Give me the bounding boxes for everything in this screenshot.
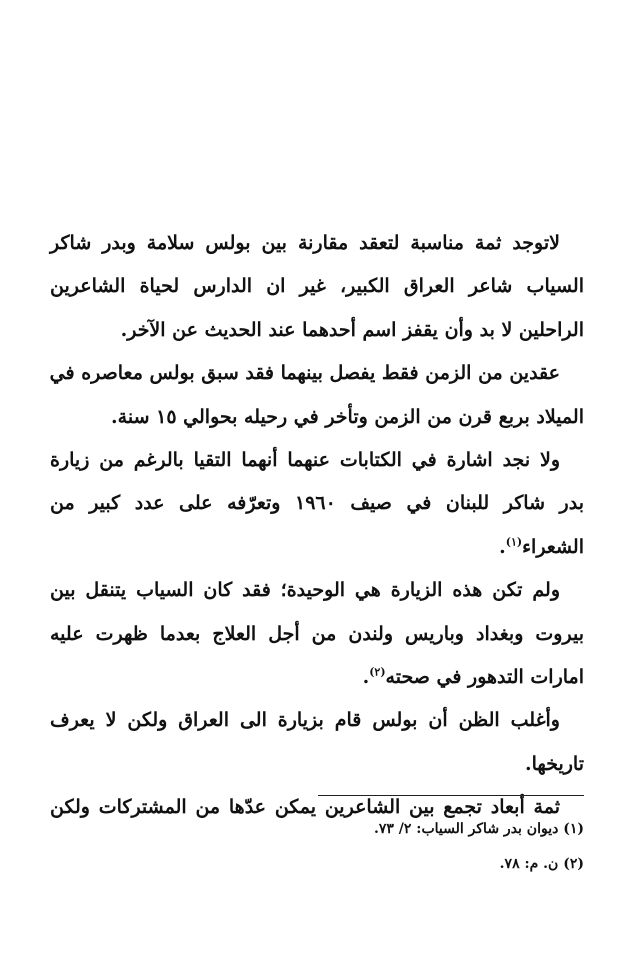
footnotes [50,812,584,882]
paragraph-4 [50,569,584,699]
text-line-with-footnote [50,526,584,569]
line-text: الشعراء [522,535,584,558]
text-line: بدر شاكر للبنان في صيف ١٩٦٠ وتعرّفه على عدد كبير من [50,492,584,515]
line-end-punctuation: . [499,535,506,558]
line-text: امارات التدهور في صحته [385,666,584,689]
main-text [50,222,584,830]
text-line: لاتوجد ثمة مناسبة لتعقد مقارنة بين بولس سلامة وبدر شاكر [50,232,560,254]
paragraph-3 [50,439,584,569]
text-line: السياب شاعر العراق الكبير، غير ان الدارس لحياة الشاعرين [50,275,584,298]
footnote-2: (٢) ن. م: ٧٨. [499,856,584,872]
footnote-1: (١) ديوان بدر شاكر السياب: ٢/ ٧٣. [373,821,584,837]
text-line: عقدين من الزمن فقط يفصل بينهما فقد سبق بولس معاصره في [49,362,560,385]
footnote-marker[interactable]: (٢) [369,665,386,679]
text-line: الراحلين لا بد وأن يقفز اسم أحدهما عند الحديث عن الآخر. [120,318,584,341]
text-line: ولا نجد اشارة في الكتابات عنهما أنهما التقيا بالرغم من زيارة [50,449,560,472]
paragraph-5 [50,699,584,786]
paragraph-1 [50,222,584,352]
footnote-separator [318,795,584,796]
text-line: تاريخها. [525,752,584,775]
text-line: بيروت وبغداد وباريس ولندن من أجل العلاج بعدما ظهرت عليه [50,622,584,645]
text-line: وأغلب الظن أن بولس قام بزيارة الى العراق ولكن لا يعرف [50,709,560,732]
text-line: ولم تكن هذه الزيارة هي الوحيدة؛ فقد كان السياب يتنقل بين [50,579,560,602]
paragraph-2 [50,352,584,439]
text-line-with-footnote [50,656,584,699]
text-line: الميلاد بربع قرن من الزمن وتأخر في رحيله بحوالي ١٥ سنة. [111,405,584,428]
footnote-marker[interactable]: (١) [505,535,523,549]
line-end-punctuation: . [362,666,370,689]
text-line: ثمة أبعاد تجمع بين الشاعرين يمكن عدّها من المشتركات ولكن [50,796,560,819]
